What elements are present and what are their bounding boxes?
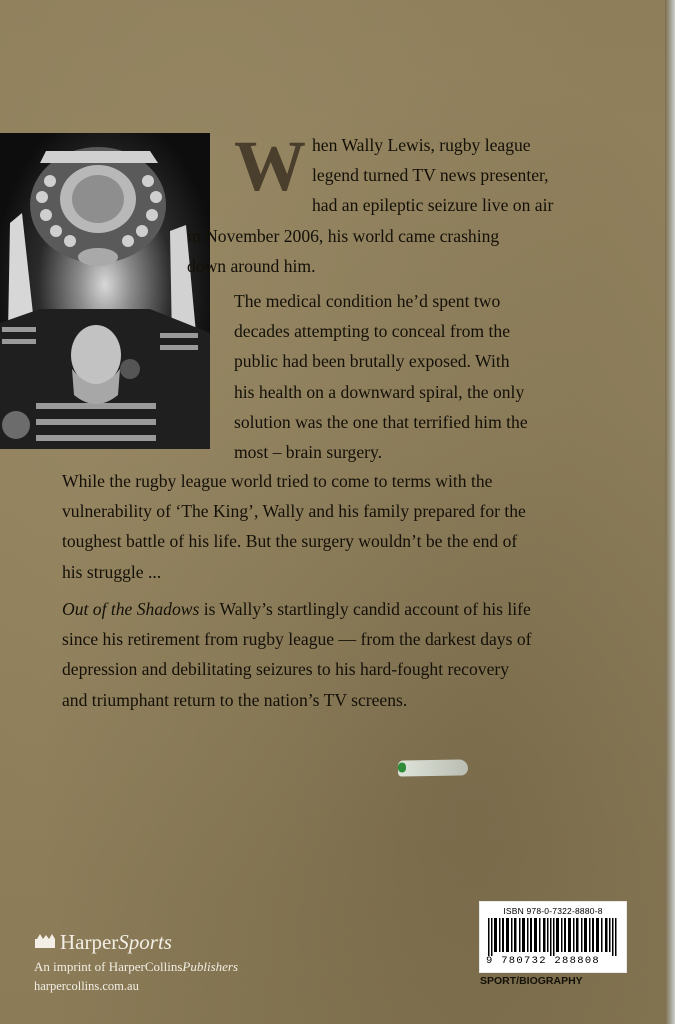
publisher-block: [34, 930, 238, 994]
category-label: SPORT/BIOGRAPHY: [480, 975, 583, 987]
text-line: public had been brutally exposed. With: [234, 351, 510, 372]
text-fragment: is Wally’s startlingly candid account of his life: [199, 599, 531, 619]
brand-harper: Harper: [60, 930, 119, 954]
text-line: vulnerability of ‘The King’, Wally and his family prepared for the: [62, 501, 526, 522]
harpercollins-fire-and-water-icon: [34, 930, 56, 955]
intro-paragraph: [187, 126, 606, 281]
text-line: down around him.: [187, 255, 316, 276]
book-title: Out of the Shadows: [62, 599, 200, 619]
brand-sports: Sports: [118, 930, 172, 954]
text-line: and triumphant return to the nation’s TV screens.: [62, 689, 408, 710]
trophy-photo: [0, 133, 210, 449]
text-line: While the rugby league world tried to come to terms with the: [62, 471, 493, 491]
publisher-url: harpercollins.com.au: [34, 979, 139, 993]
torn-sticker-residue: [398, 759, 468, 776]
text-line: most – brain surgery.: [234, 442, 383, 463]
text-line: had an epileptic seizure live on air: [312, 195, 554, 216]
publisher-logo: [34, 930, 238, 955]
text-line: legend turned TV news presenter,: [312, 165, 549, 186]
drop-cap: W: [234, 126, 306, 206]
text-line: his struggle ...: [62, 561, 162, 582]
text-line: in November 2006, his world came crashing: [187, 225, 500, 246]
imprint-publishers: Publishers: [182, 959, 239, 974]
text-line: hen Wally Lewis, rugby league: [312, 135, 531, 155]
summary-paragraph: [62, 594, 642, 715]
player-with-trophy-image: [0, 133, 210, 449]
text-line: solution was the one that terrified him the: [234, 411, 528, 432]
barcode-digits: 9 780732 288808: [486, 955, 601, 967]
text-line: his health on a downward spiral, the only: [234, 381, 525, 402]
surgery-paragraph: [234, 286, 606, 467]
imprint-prefix: An imprint of HarperCollins: [34, 959, 183, 974]
barcode-icon: [488, 918, 618, 956]
page-edge: [665, 0, 675, 1024]
isbn-text: ISBN 978-0-7322-8880-8: [503, 906, 603, 916]
text-line: toughest battle of his life. But the surgery wouldn’t be the end of: [62, 531, 518, 552]
barcode-label: [479, 901, 627, 973]
imprint-line: [34, 959, 238, 975]
text-line: The medical condition he’d spent two: [234, 291, 501, 311]
text-line: [62, 594, 642, 624]
struggle-paragraph: [62, 466, 622, 587]
text-line: decades attempting to conceal from the: [234, 321, 511, 342]
text-line: since his retirement from rugby league — from the darkest days of: [62, 629, 532, 650]
text-line: depression and debilitating seizures to his hard-fought recovery: [62, 659, 510, 680]
